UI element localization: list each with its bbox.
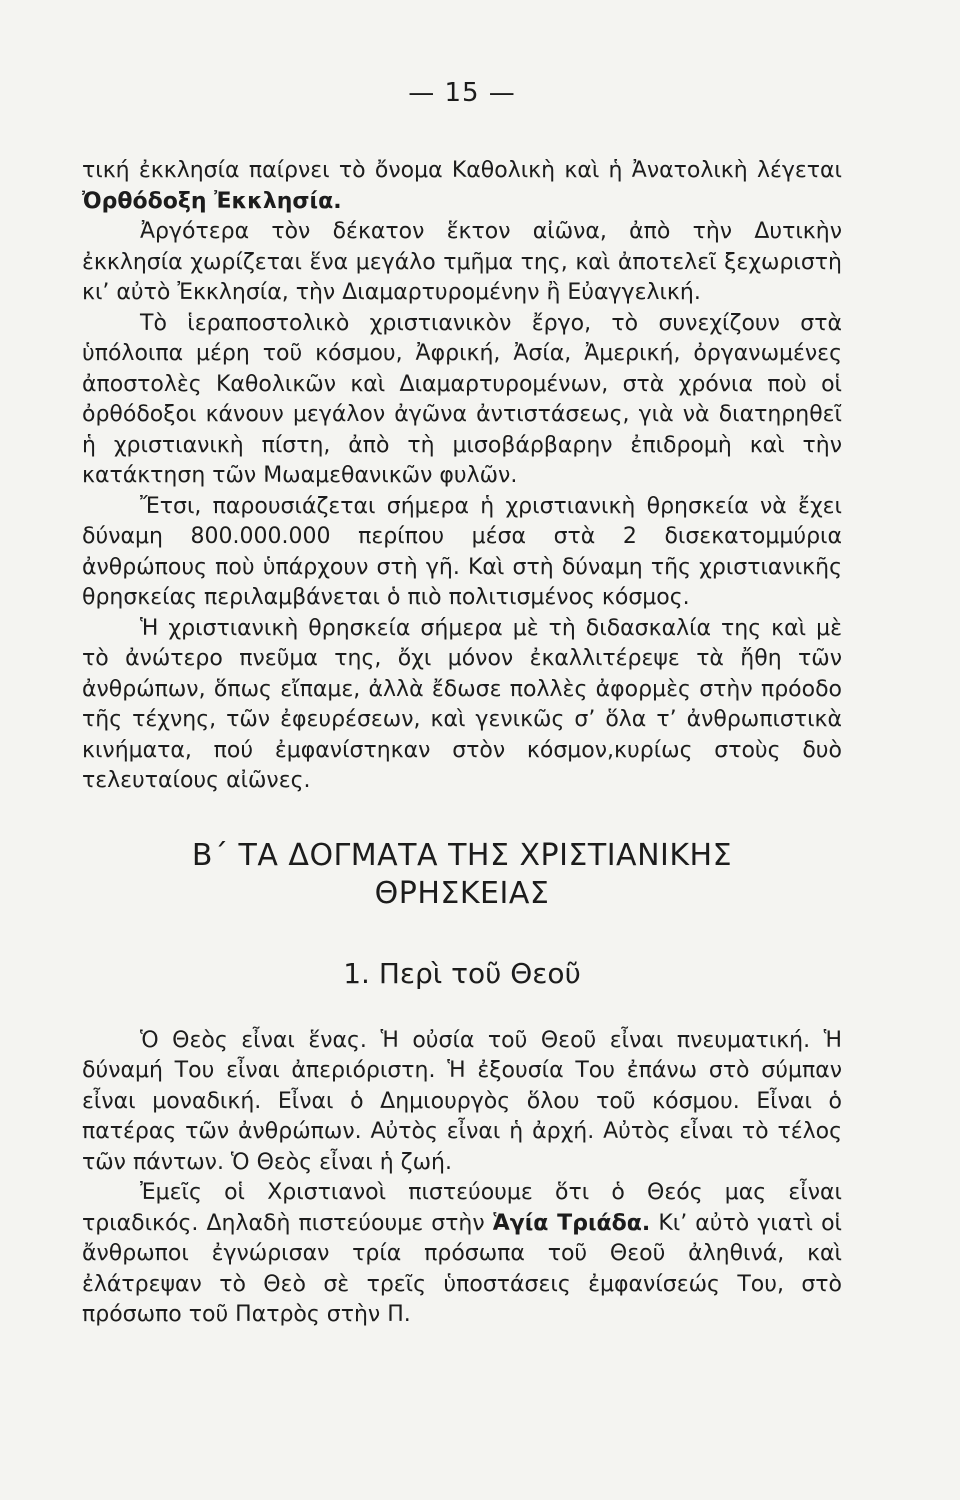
paragraph-christian-population: Ἔτσι, παρουσιάζεται σήμερα ἡ χριστιανικὴ θρησκεία νὰ ἔχει δύναμη 800.000.000 περίπου μέσα στὰ 2 δισεκατομμύρια ἀνθρώπους ποὺ ὑπάρχουν στὴ γῆ. Καὶ στὴ δύναμη τῆς χριστιανικῆς θρησκείας περιλαμβάνεται ὁ πιὸ πολιτισμένος κόσμος. <box>82 493 842 610</box>
paragraph-christian-influence: Ἡ χριστιανικὴ θρησκεία σήμερα μὲ τὴ διδασκαλία της καὶ μὲ τὸ ἀνώτερο πνεῦμα της, ὄχι μόνον ἐκαλλιτέρεψε τὰ ἤθη τῶν ἀνθρώπων, ὅπως εἴπαμε, ἀλλὰ ἔδωσε πολλὲς ἀφορμὲς στὴν πρόοδο τῆς τέχνης, τῶν ἐφευρέσεων, καὶ γενικῶς σ’ ὅλα τ’ ἀνθρωπιστικὰ κινήματα, πού ἐμφανίστηκαν στὸν κόσμον,κυρίως στοὺς δυὸ τελευταίους αἰῶνες. <box>82 615 842 793</box>
paragraph-god-nature: Ὁ Θεὸς εἶναι ἕνας. Ἡ οὐσία τοῦ Θεοῦ εἶναι πνευματική. Ἡ δύναμή Του εἶναι ἀπεριόριστη. Ἡ ἐξουσία Του ἐπάνω στὸ σύμπαν εἶναι μοναδική. Εἶναι ὁ Δημιουργὸς ὅλου τοῦ κόσμου. Εἶναι ὁ πατέρας τῶν ἀνθρώπων. Αὐτὸς εἶναι ἡ ἀρχή. Αὐτὸς εἶναι τὸ τέλος τῶν πάντων. Ὁ Θεὸς εἶναι ἡ ζωή. <box>82 1027 842 1175</box>
chapter-heading <box>82 837 842 913</box>
chapter-heading-line1: Β΄ ΤΑ ΔΟΓΜΑΤΑ ΤΗΣ ΧΡΙΣΤΙΑΝΙΚΗΣ <box>191 837 733 873</box>
emphasis-orthodox-church: Ὀρθόδοξη Ἐκκλησία. <box>82 188 342 214</box>
chapter-heading-line2: ΘΡΗΣΚΕΙΑΣ <box>374 875 550 911</box>
paragraph-text: τική ἐκκλησία παίρνει τὸ ὄνομα Καθολικὴ καὶ ἡ Ἀνατολικὴ λέγεται <box>82 158 842 183</box>
paragraph-missionary-work: Τὸ ἱεραποστολικὸ χριστιανικὸν ἔργο, τὸ συνεχίζουν στὰ ὑπόλοιπα μέρη τοῦ κόσμου, Ἀφρική, Ἀσία, Ἀμερική, ὀργανωμένες ἀποστολὲς Καθολικῶν καὶ Διαμαρτυρομένων, στὰ χρόνια ποὺ οἱ ὀρθόδοξοι κάνουν μεγάλον ἀγῶνα ἀντιστάσεως, γιὰ νὰ διατηρηθεῖ ἡ χριστιανικὴ πίστη, ἀπὸ τὴ μισοβάρβαρην ἐπιδρομὴ καὶ τὴν κατάκτηση τῶν Μωαμεθανικῶν φυλῶν. <box>82 310 842 488</box>
page-number: — 15 — <box>408 78 516 108</box>
paragraph-text: Κι’ αὐτὸ γιατὶ οἱ ἄνθρωποι ἐγνώρισαν τρία πρόσωπα τοῦ Θεοῦ ἀληθινά, καὶ ἐλάτρεψαν τὸ Θεὸ σὲ τρεῖς ὑποστάσεις ἐμφανίσεώς Του, στὸ πρόσωπο τοῦ Πατρὸς στὴν Π. <box>82 1210 842 1327</box>
paragraph-continuation <box>82 156 842 217</box>
section-heading: 1. Περὶ τοῦ Θεοῦ <box>343 956 581 990</box>
paragraph-holy-trinity <box>82 1178 842 1331</box>
book-page <box>82 78 842 1468</box>
emphasis-holy-trinity: Ἁγία Τριάδα. <box>492 1210 651 1236</box>
paragraph-text: Ἐμεῖς οἱ Χριστιανοὶ πιστεύουμε ὅτι ὁ Θεός μας εἶναι τριαδικός. Δηλαδὴ πιστεύουμε στὴν <box>82 1180 842 1236</box>
paragraph-schism: Ἀργότερα τὸν δέκατον ἕκτον αἰῶνα, ἀπὸ τὴν Δυτικὴν ἐκκλησία χωρίζεται ἕνα μεγάλο τμῆμα της, καὶ ἀποτελεῖ ξεχωριστὴ κι’ αὐτὸ Ἐκκλησία, τὴν Διαμαρτυρομένην ἢ Εὐαγγελική. <box>82 219 842 305</box>
